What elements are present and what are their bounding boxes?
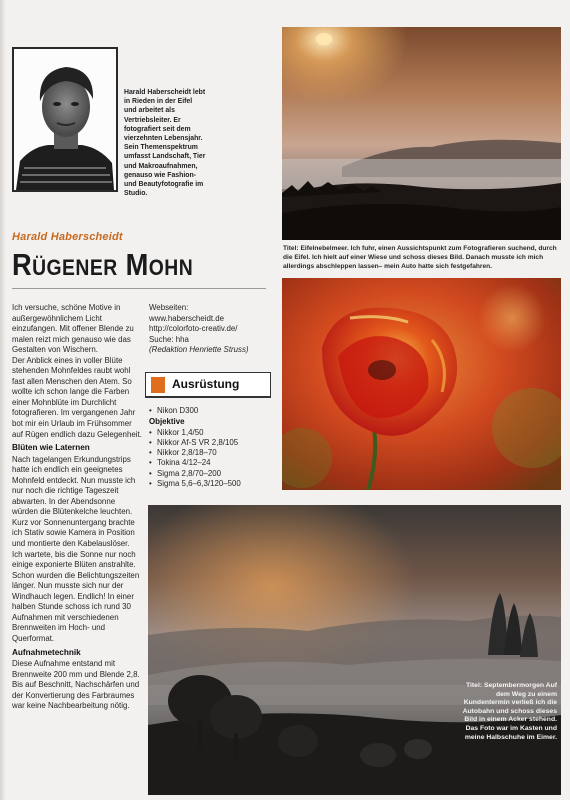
article-paragraph: Nach tagelangen Erkundungstrips hatte ich endlich ein geeignetes Mohnfeld entdeckt. Nun musste ich nur noch die richtige Tageszeit abwarten. In der Abendsonne würden die Blütenkelche leuchten. Kurz vor Sonnenuntergang brachte ich Stativ sowie Kamera in Position und montierte den Kabelauslöser. Ich wartete, bis die Sonne nur noch einige exponierte Blüten anstrahlte. Schon wurden die Belichtungszeiten länger. Nun musste sich nur der Windhauch legen. Endlich! In einer halben Stunde schoss ich rund 30 Aufnahmen mit verschiedenen Brennweiten im Hoch- und Querformat. bbox=[12, 454, 140, 643]
equipment-title: Ausrüstung bbox=[172, 377, 240, 391]
lens-item: • Tokina 4/12–24 bbox=[149, 458, 211, 468]
caption-photo1: Titel: Eifelnebelmeer. Ich fuhr, einen Aussichtspunkt zum Fotografieren suchend, durch die Eifel. Ich hielt auf einer Wiese und schoss dieses Bild. Danach musste ich mich allerdings abschleppen lassen– mein Auto hatte sich festgefahren. bbox=[283, 245, 557, 270]
lens-item: • Nikkor Af-S VR 2,8/105 bbox=[149, 437, 239, 447]
websites-label: Webseiten: bbox=[149, 303, 189, 312]
equipment-header bbox=[145, 372, 271, 398]
photo-septembermorgen bbox=[148, 505, 561, 795]
website-link[interactable]: www.haberscheidt.de bbox=[149, 313, 225, 323]
websites-block bbox=[149, 303, 274, 356]
author-portrait bbox=[12, 47, 118, 192]
lens-item: • Sigma 2,8/70–200 bbox=[149, 468, 222, 478]
lens-heading: Objektive bbox=[149, 417, 185, 427]
section-heading: Blüten wie Laternen bbox=[12, 443, 90, 453]
article-paragraph: Diese Aufnahme entstand mit Brennweite 200 mm und Blende 2,8. Bis auf Beschnitt, Nachschärfen und der Konvertierung des Farbraumes war keine Nachbearbeitung nötig. bbox=[12, 659, 140, 711]
equipment-item: • Nikon D300 bbox=[149, 406, 199, 415]
search-hint: Suche: hha bbox=[149, 334, 189, 344]
photo-eifelnebelmeer bbox=[282, 27, 561, 240]
lens-item: • Nikkor 2,8/18–70 bbox=[149, 448, 217, 458]
website-link[interactable]: http://colorfoto-creativ.de/ bbox=[149, 324, 238, 333]
section-heading: Aufnahmetechnik bbox=[12, 647, 81, 657]
editor-credit: (Redaktion Henriette Struss) bbox=[149, 345, 249, 354]
equipment-swatch bbox=[151, 377, 165, 393]
article-body-column1 bbox=[12, 303, 142, 712]
article-intro: Ich versuche, schöne Motive in außergewöhnlichem Licht einzufangen. Mit offener Blende zu malen reizt mich genauso wie das Gestalten von Wischern. bbox=[12, 303, 134, 355]
article-paragraph: Der Anblick eines in voller Blüte stehenden Mohnfeldes raubt wohl fast allen Menschen den Atem. So wollte ich schon lange die Farben einer Mohnblüte im Durchlicht fotografieren. Im vergangenen Jahr bot mir ein Urlaub im Frühsommer auf Rügen endlich dazu Gelegenheit. bbox=[12, 355, 142, 439]
caption-photo3: Titel: Septembermorgen Auf dem Weg zu einem Kundentermin verließ ich die Autobahn und schoss dieses Bild in einem Acker stehend. Das Foto war im Kasten und meine Halbschuhe im Eimer. bbox=[462, 682, 557, 741]
lens-item: • Sigma 5,6–6,3/120–500 bbox=[149, 479, 241, 489]
author-bio: Harald Haberscheidt lebt in Rieden in der Eifel und arbeitet als Vertriebsleiter. Er fotografiert seit dem vierzehnten Lebensjahr. Sein Themenspektrum umfasst Landschaft, Tier und Makroaufnahmen, genauso wie Fashion- und Beautyfotografie im Studio. bbox=[124, 89, 206, 198]
photo-poppy bbox=[282, 278, 561, 490]
equipment-list bbox=[149, 406, 274, 489]
author-name-heading: Harald Haberscheidt bbox=[12, 231, 123, 243]
title-divider bbox=[12, 288, 266, 289]
article-title: Rügener Mohn bbox=[12, 247, 194, 282]
lens-item: • Nikkor 1,4/50 bbox=[149, 427, 204, 437]
